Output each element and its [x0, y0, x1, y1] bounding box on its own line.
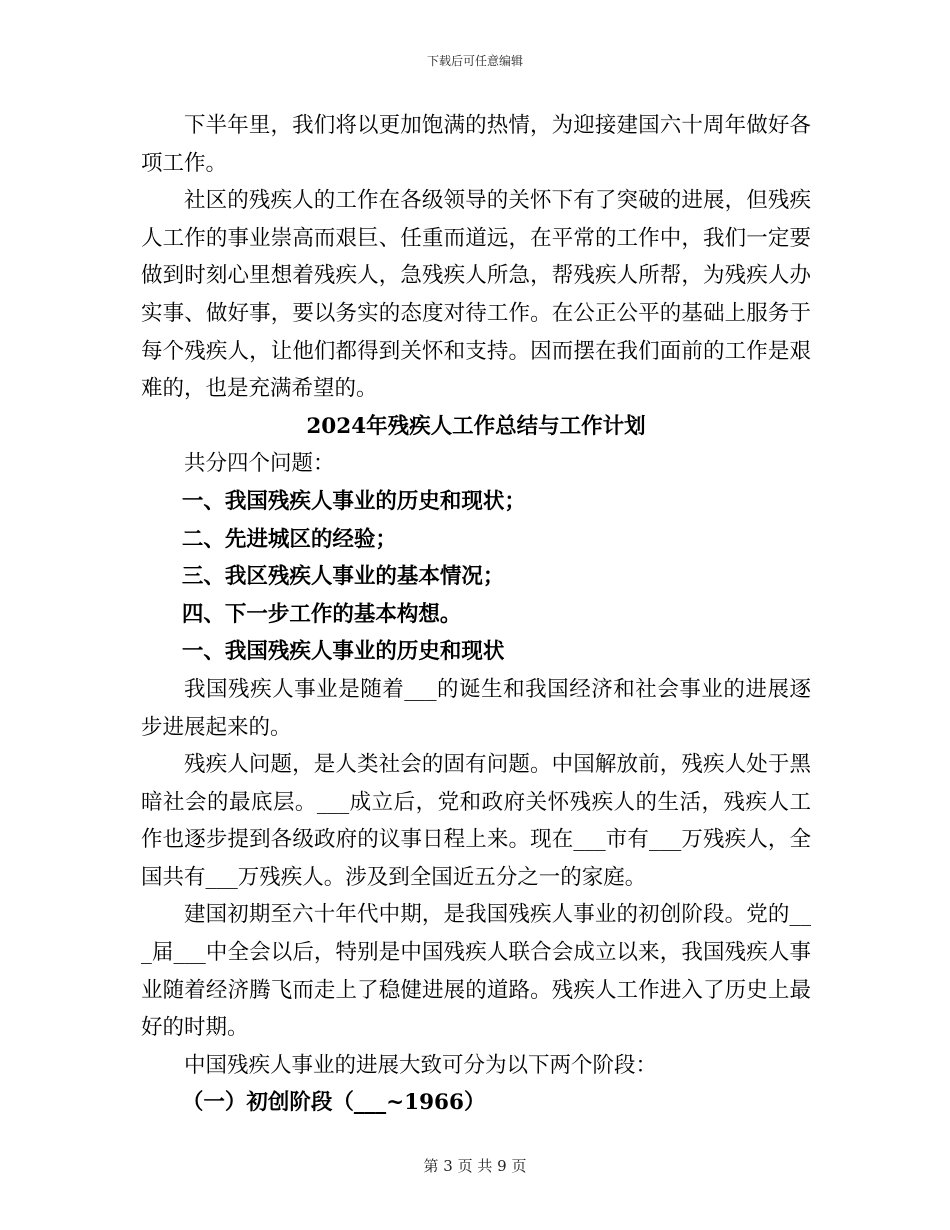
paragraph-founding-period: 建国初期至六十年代中期，是我国残疾人事业的初创阶段。党的___届___中全会以后，特别是中国残疾人联合会成立以来，我国残疾人事业随着经济腾飞而走上了稳健进展的道路。残疾人工作进入了历史上最好的时期。 — [141, 902, 811, 1041]
outline-item-2: 二、先进城区的经验； — [181, 526, 397, 552]
document-body — [141, 107, 811, 1122]
page-header: 下载后可任意编辑 — [426, 54, 523, 68]
outline-item-1: 一、我国残疾人事业的历史和现状； — [181, 488, 526, 514]
paragraph-development-origin: 我国残疾人事业是随着___的诞生和我国经济和社会事业的进展逐步进展起来的。 — [141, 676, 811, 740]
outline-item-3: 三、我区残疾人事业的基本情况； — [181, 564, 505, 590]
page-footer: 第 3 页 共 9 页 — [423, 1157, 527, 1175]
paragraph-four-issues-intro: 共分四个问题： — [184, 451, 335, 477]
paragraph-community-disabled-work: 社区的残疾人的工作在各级领导的关怀下有了突破的进展，但残疾人工作的事业崇高而艰巨、任重而道远，在平常的工作中，我们一定要做到时刻心里想着残疾人，急残疾人所急，帮残疾人所帮，为残疾人办实事、做好事，要以务实的态度对待工作。在公正公平的基础上服务于每个残疾人，让他们都得到关怀和支持。因而摆在我们面前的工作是艰难的，也是充满希望的。 — [141, 188, 811, 402]
outline-item-4: 四、下一步工作的基本构想。 — [181, 601, 462, 627]
document-title: 2024年残疾人工作总结与工作计划 — [306, 413, 646, 439]
paragraph-two-stages: 中国残疾人事业的进展大致可分为以下两个阶段： — [184, 1052, 658, 1078]
section-heading-history: 一、我国残疾人事业的历史和现状 — [181, 639, 505, 665]
paragraph-disability-problem: 残疾人问题，是人类社会的固有问题。中国解放前，残疾人处于黑暗社会的最底层。___成立后，党和政府关怀残疾人的生活，残疾人工作也逐步提到各级政府的议事日程上来。现在___市有___万残疾人，全国共有___万残疾人。涉及到全国近五分之一的家庭。 — [141, 752, 811, 890]
paragraph-second-half-year: 下半年里，我们将以更加饱满的热情，为迎接建国六十周年做好各项工作。 — [141, 113, 811, 176]
subsection-heading-initial-stage: （一）初创阶段（___~1966） — [181, 1090, 486, 1116]
